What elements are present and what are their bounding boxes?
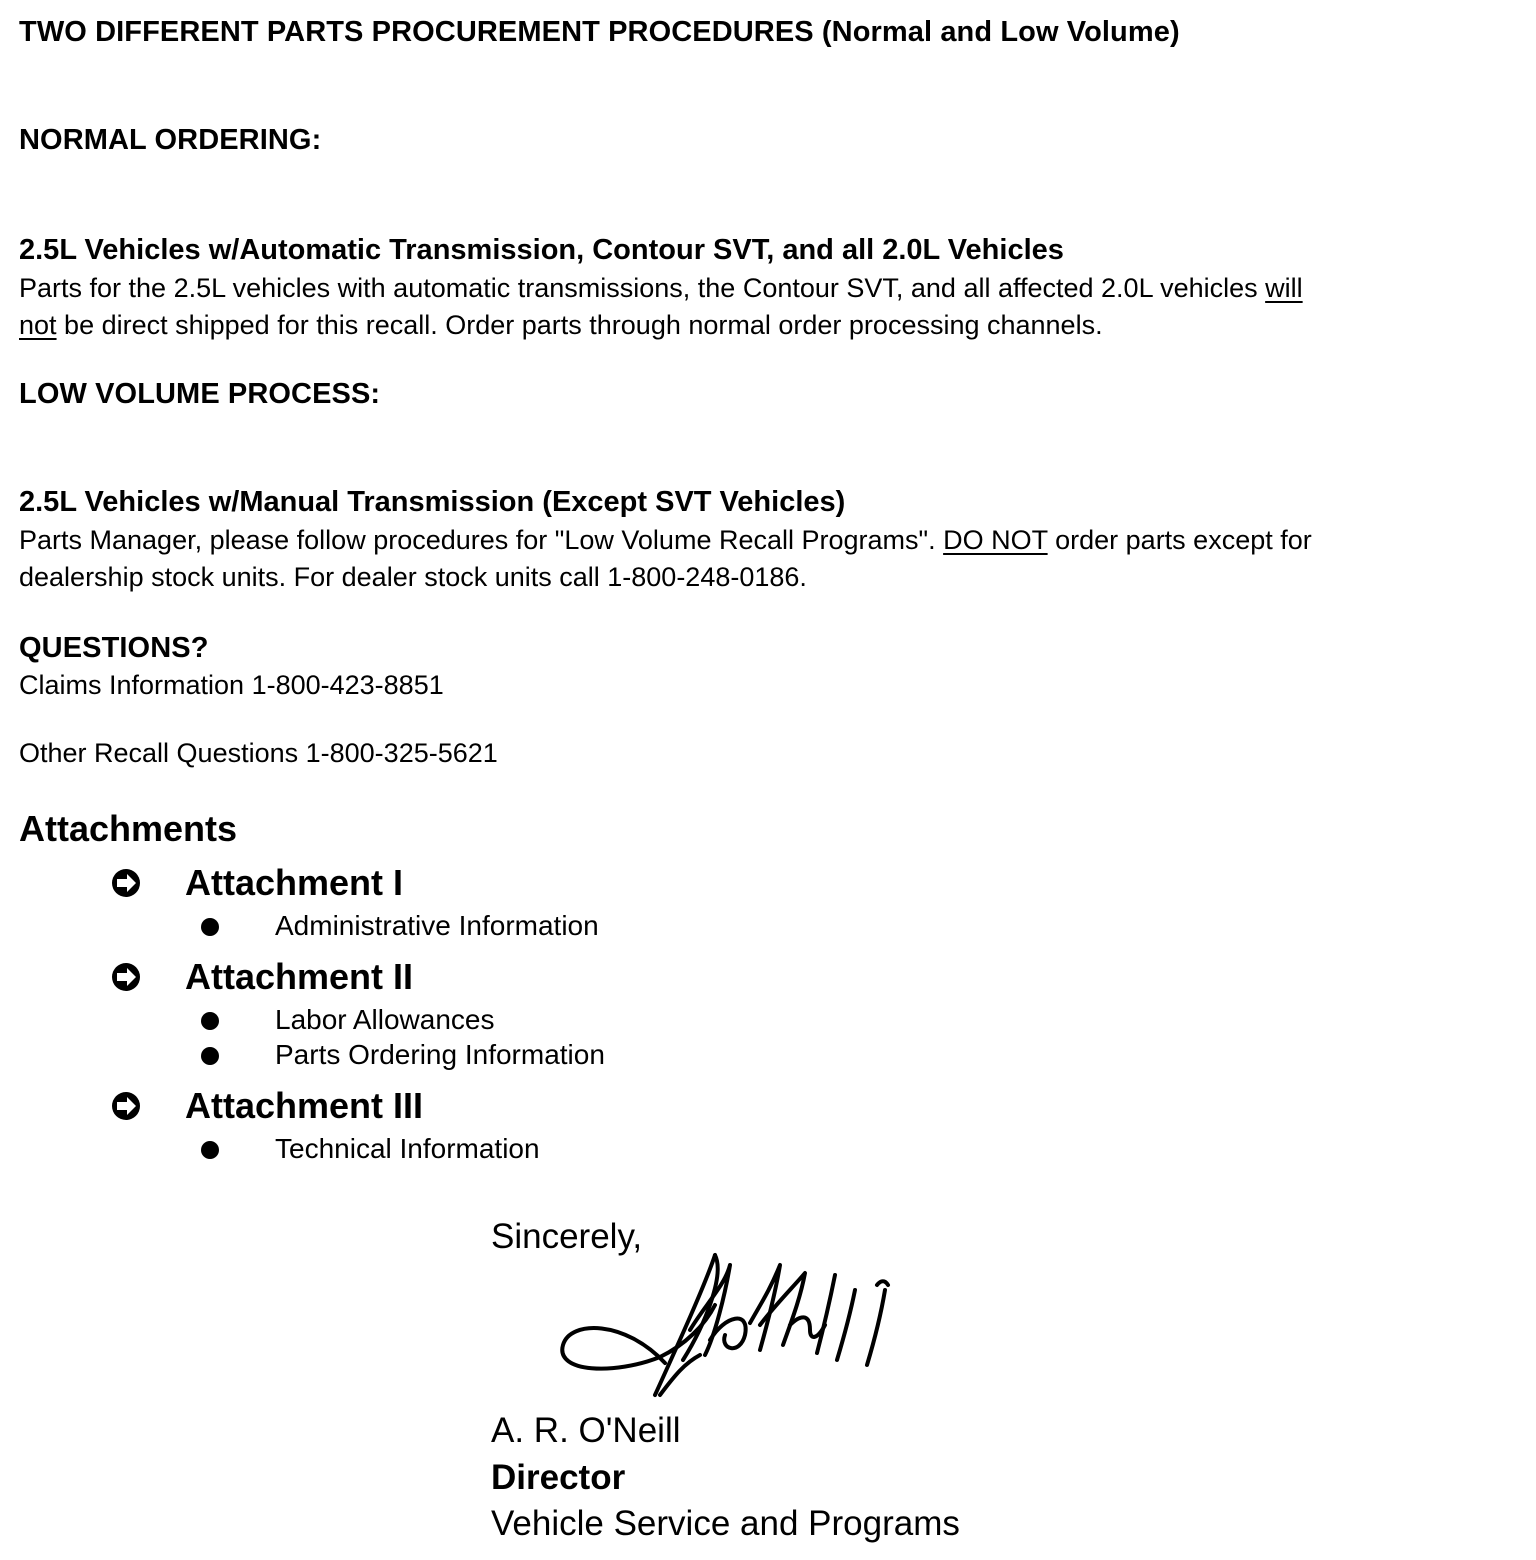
signer-name: A. R. O'Neill xyxy=(491,1411,681,1450)
bullet-dot-icon xyxy=(201,1047,219,1065)
circle-arrow-icon xyxy=(111,1091,141,1126)
attachments-heading: Attachments xyxy=(19,808,238,849)
attachment-1-title: Attachment I xyxy=(185,862,404,903)
bullet-dot-icon xyxy=(201,1141,219,1159)
attachment-3-item: Technical Information xyxy=(275,1133,540,1164)
emphasis-will: will xyxy=(1265,273,1303,303)
attachment-2-title: Attachment II xyxy=(185,956,414,997)
attachment-2-item: Labor Allowances xyxy=(275,1004,495,1035)
low-volume-text-part: dealership stock units. For dealer stock units call 1-800-248-0186. xyxy=(19,562,807,592)
questions-heading: QUESTIONS? xyxy=(19,632,209,664)
normal-text-part: Parts for the 2.5L vehicles with automatic transmissions, the Contour SVT, and all affected 2.0L vehicles xyxy=(19,273,1266,303)
normal-text-part: be direct shipped for this recall. Order parts through normal order processing channels. xyxy=(56,310,1103,340)
attachment-2-item: Parts Ordering Information xyxy=(275,1039,605,1070)
low-volume-paragraph xyxy=(19,522,1529,596)
circle-arrow-icon xyxy=(111,868,141,903)
low-volume-subheading: 2.5L Vehicles w/Manual Transmission (Except SVT Vehicles) xyxy=(19,486,846,518)
bullet-dot-icon xyxy=(201,918,219,936)
attachment-1-item: Administrative Information xyxy=(275,910,599,941)
other-recall-questions: Other Recall Questions 1-800-325-5621 xyxy=(19,738,498,768)
attachment-3-title: Attachment III xyxy=(185,1085,424,1126)
normal-ordering-subheading: 2.5L Vehicles w/Automatic Transmission, Contour SVT, and all 2.0L Vehicles xyxy=(19,234,1064,266)
emphasis-do-not: DO NOT xyxy=(943,525,1048,555)
circle-arrow-icon xyxy=(111,962,141,997)
bullet-dot-icon xyxy=(201,1012,219,1030)
normal-ordering-paragraph xyxy=(19,270,1519,344)
signer-position: Director xyxy=(491,1458,626,1497)
handwritten-signature xyxy=(555,1245,955,1420)
salutation: Sincerely, xyxy=(491,1217,643,1256)
normal-ordering-heading: NORMAL ORDERING: xyxy=(19,124,322,156)
low-volume-text-part: Parts Manager, please follow procedures for "Low Volume Recall Programs". xyxy=(19,525,944,555)
emphasis-not: not xyxy=(19,310,57,340)
low-volume-heading: LOW VOLUME PROCESS: xyxy=(19,378,381,410)
claims-information: Claims Information 1-800-423-8851 xyxy=(19,670,444,700)
low-volume-text-part: order parts except for xyxy=(1047,525,1312,555)
document-title: TWO DIFFERENT PARTS PROCUREMENT PROCEDURES (Normal and Low Volume) xyxy=(19,16,1180,48)
signer-department: Vehicle Service and Programs xyxy=(491,1504,960,1543)
